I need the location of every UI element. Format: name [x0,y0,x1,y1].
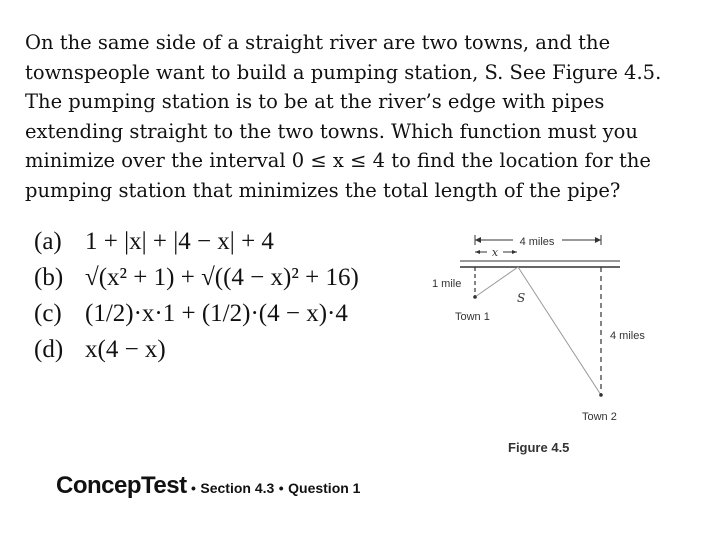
town2-distance-label: 4 miles [610,330,645,342]
question-line: extending straight to the two towns. Which function must you [25,119,638,143]
station-label: S [517,291,526,305]
section-label: Section 4.3 [200,480,275,496]
bullet-separator: • [278,480,284,496]
arrow-right-icon [595,237,601,243]
arrow-left-icon [475,237,481,243]
choice-d [30,336,410,372]
choice-expression: 1 + |x| + |4 − x| + 4 [85,228,274,255]
question-line: minimize over the interval 0 ≤ x ≤ 4 to find the location for the [25,149,651,172]
town1-label: Town 1 [455,311,490,323]
conceptest-footer [56,472,360,500]
choice-expression: (1/2)·x·1 + (1/2)·(4 − x)·4 [85,300,348,327]
pipe-to-town2 [518,267,601,395]
x-label: x [491,246,499,259]
figure-caption: Figure 4.5 [508,440,570,455]
choice-b [30,264,410,300]
town2-point [599,393,603,397]
town2-label: Town 2 [582,411,617,423]
bullet-separator: • [191,480,196,496]
choice-label: (a) [34,228,62,255]
choice-a [30,228,410,264]
question-text [25,28,705,205]
question-number: Question 1 [288,480,361,496]
pipe-to-town1 [475,267,518,297]
question-line: pumping station that minimizes the total length of the pipe? [25,178,621,202]
question-line: townspeople want to build a pumping station, S. See Figure 4.5. [25,60,662,84]
question-line: The pumping station is to be at the river’s edge with pipes [25,90,605,113]
arrow-left-icon [475,250,480,254]
conceptest-title: ConcepTest [56,472,187,499]
town1-point [473,295,477,299]
choice-label: (b) [34,264,64,291]
answer-choices [30,228,410,372]
width-label: 4 miles [519,236,555,248]
choice-expression: x(4 − x) [85,336,166,363]
town1-distance-label: 1 mile [432,278,462,290]
choice-c [30,300,410,336]
river-towns-figure [425,225,665,465]
arrow-right-icon [512,250,517,254]
choice-label: (d) [34,336,64,363]
question-line: On the same side of a straight river are two towns, and the [25,31,611,54]
choice-label: (c) [34,300,62,327]
choice-expression: √(x² + 1) + √((4 − x)² + 16) [85,264,359,291]
